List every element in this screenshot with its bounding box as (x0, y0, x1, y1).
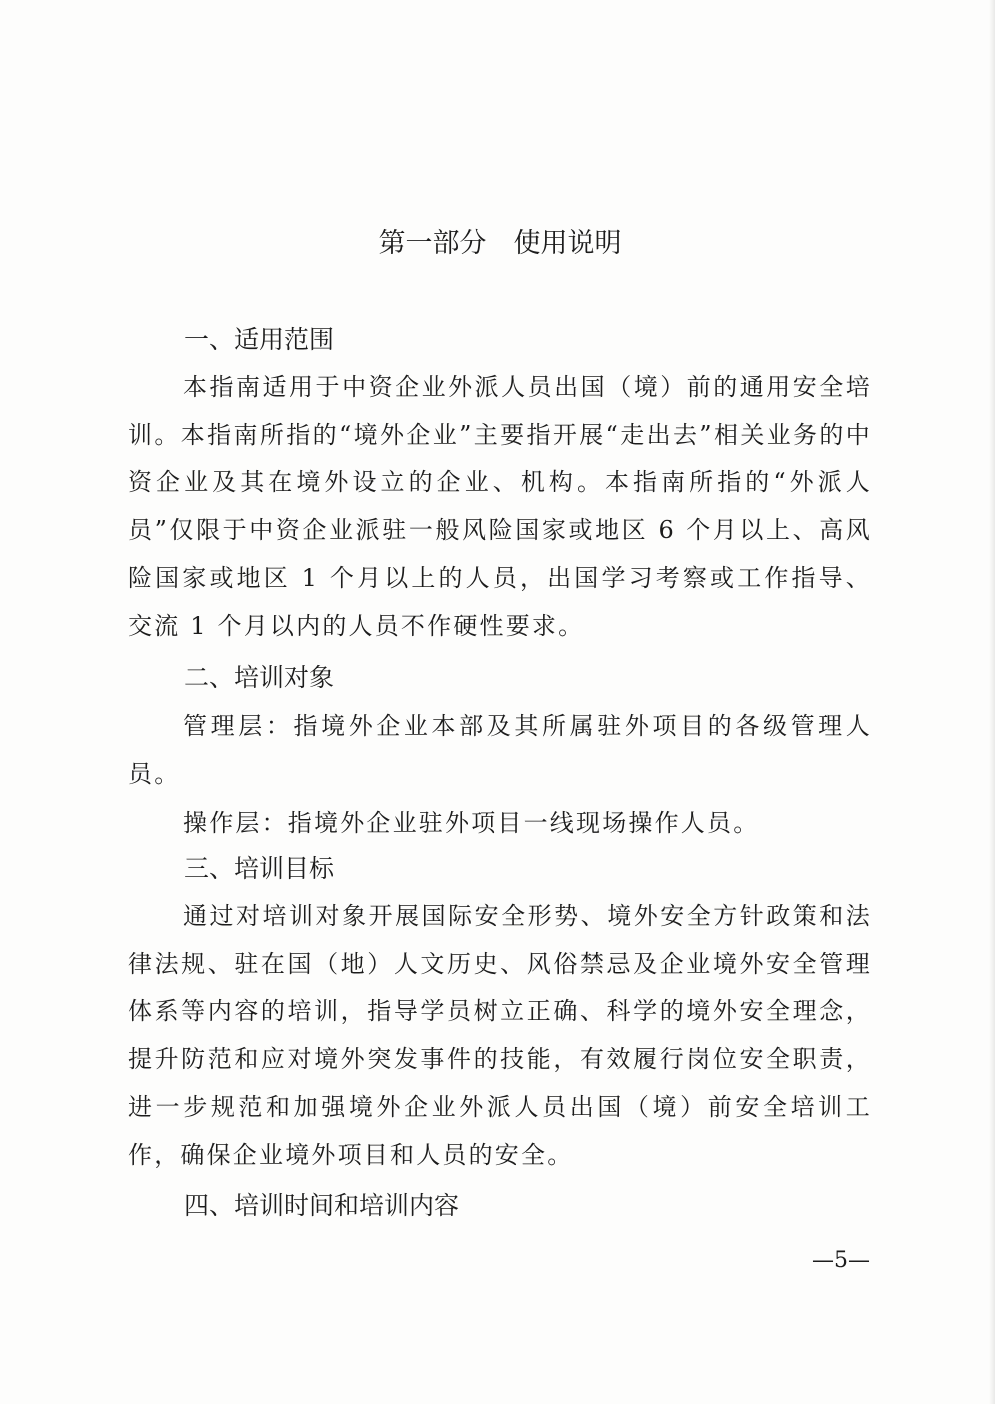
part-title: 第一部分 使用说明 (378, 228, 622, 259)
paragraph-objectives: 通过对培训对象开展国际安全形势、境外安全方针政策和法律法规、驻在国（地）人文历史、风俗禁忌及企业境外安全管理体系等内容的培训，指导学员树立正确、科学的境外安全理念，提升防范和应对境外突发事件的技能，有效履行岗位安全职责，进一步规范和加强境外企业外派人员出国（境）前安全培训工作，确保企业境外项目和人员的安全。 (128, 902, 872, 1169)
paragraph-scope: 本指南适用于中资企业外派人员出国（境）前的通用安全培训。本指南所指的“境外企业”主要指开展“走出去”相关业务的中资企业及其在境外设立的企业、机构。本指南所指的“外派人员”仅限于中资企业派驻一般风险国家或地区 6 个月以上、高风险国家或地区 1 个月以上的人员，出国学习考察或工作指导、交流 1 个月以内的人员不作硬性要求。 (128, 373, 872, 640)
paragraph-audience-operations: 操作层：指境外企业驻外项目一线现场操作人员。 (183, 809, 760, 837)
section-heading-scope: 一、适用范围 (184, 325, 335, 354)
section-heading-objectives: 三、培训目标 (184, 854, 335, 883)
section-heading-audience: 二、培训对象 (184, 663, 335, 692)
paragraph-audience-management: 管理层：指境外企业本部及其所属驻外项目的各级管理人员。 (128, 712, 872, 788)
section-heading-time-content: 四、培训时间和培训内容 (184, 1191, 460, 1220)
page-number: —5— (812, 1248, 870, 1273)
